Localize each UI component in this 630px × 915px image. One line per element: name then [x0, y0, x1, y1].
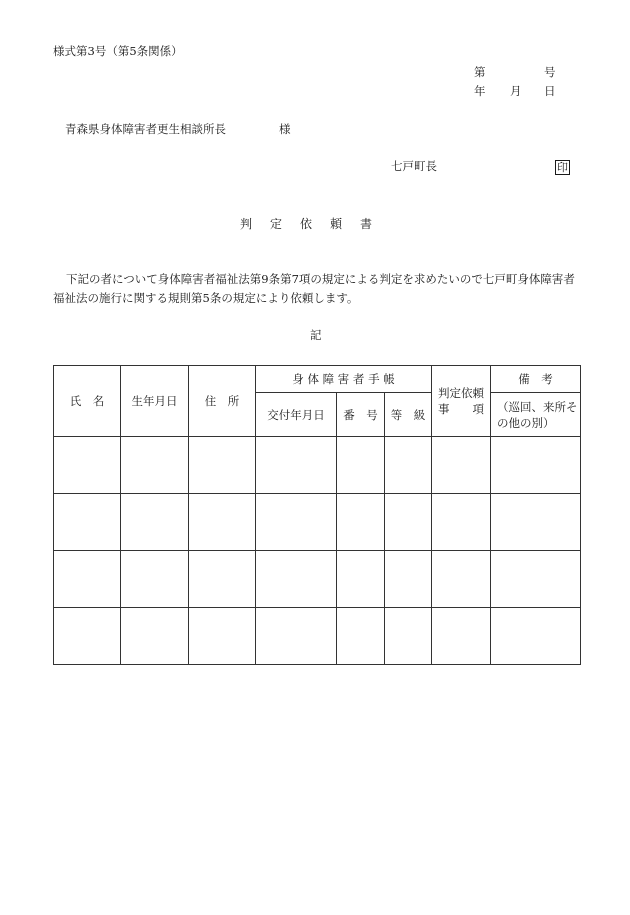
- date-day-label: 日: [544, 84, 556, 98]
- cell-number[interactable]: [337, 551, 385, 608]
- header-disability-handbook: 身 体 障 害 者 手 帳: [256, 366, 432, 393]
- body-paragraph: 下記の者について身体障害者福祉法第9条第7項の規定による判定を求めたいので七戸町身体障害者福祉法の施行に関する規則第5条の規定により依頼します。: [53, 272, 575, 305]
- date-month-label: 月: [510, 84, 522, 98]
- cell-request[interactable]: [432, 551, 491, 608]
- header-number: 番 号: [337, 393, 385, 437]
- header-request-items: [432, 366, 491, 437]
- header-address: 住 所: [189, 366, 256, 437]
- seal-mark: 印: [557, 161, 568, 174]
- cell-birth-date[interactable]: [121, 608, 189, 665]
- header-name: 氏 名: [54, 366, 121, 437]
- cell-request[interactable]: [432, 437, 491, 494]
- header-birth-date: 生年月日: [121, 366, 189, 437]
- cell-number[interactable]: [337, 494, 385, 551]
- cell-address[interactable]: [189, 551, 256, 608]
- cell-name[interactable]: [54, 551, 121, 608]
- header-request-line2: 事 項: [438, 402, 485, 416]
- cell-name[interactable]: [54, 608, 121, 665]
- date-year-label: 年: [474, 84, 486, 98]
- cell-remarks[interactable]: [491, 608, 581, 665]
- addressee-honorific: 様: [279, 122, 291, 136]
- cell-grade[interactable]: [385, 494, 432, 551]
- form-number: 様式第3号（第5条関係）: [53, 44, 183, 58]
- request-table: [53, 365, 581, 665]
- cell-request[interactable]: [432, 494, 491, 551]
- header-remarks-note: （巡回、来所その他の別）: [491, 393, 581, 437]
- cell-address[interactable]: [189, 608, 256, 665]
- cell-birth-date[interactable]: [121, 494, 189, 551]
- header-issue-date: 交付年月日: [256, 393, 337, 437]
- ki-marker: 記: [310, 328, 322, 342]
- cell-address[interactable]: [189, 494, 256, 551]
- cell-grade[interactable]: [385, 608, 432, 665]
- table-row: [54, 551, 581, 608]
- cell-issue-date[interactable]: [256, 437, 337, 494]
- table-row: [54, 437, 581, 494]
- cell-birth-date[interactable]: [121, 437, 189, 494]
- cell-number[interactable]: [337, 437, 385, 494]
- cell-grade[interactable]: [385, 437, 432, 494]
- document-title: 判定依頼書: [240, 217, 391, 231]
- cell-request[interactable]: [432, 608, 491, 665]
- cell-issue-date[interactable]: [256, 494, 337, 551]
- table-row: [54, 494, 581, 551]
- cell-name[interactable]: [54, 437, 121, 494]
- cell-number[interactable]: [337, 608, 385, 665]
- cell-birth-date[interactable]: [121, 551, 189, 608]
- cell-remarks[interactable]: [491, 437, 581, 494]
- cell-remarks[interactable]: [491, 551, 581, 608]
- cell-address[interactable]: [189, 437, 256, 494]
- cell-remarks[interactable]: [491, 494, 581, 551]
- header-request-line1: 判定依頼: [438, 386, 485, 400]
- cell-issue-date[interactable]: [256, 551, 337, 608]
- header-grade: 等 級: [385, 393, 432, 437]
- cell-issue-date[interactable]: [256, 608, 337, 665]
- document-number-suffix: 号: [544, 65, 556, 79]
- table-row: [54, 608, 581, 665]
- cell-grade[interactable]: [385, 551, 432, 608]
- document-number-prefix: 第: [474, 65, 486, 79]
- sender-name: 七戸町長: [391, 159, 437, 173]
- header-remarks: 備 考: [491, 366, 581, 393]
- addressee-name: 青森県身体障害者更生相談所長: [65, 122, 226, 136]
- cell-name[interactable]: [54, 494, 121, 551]
